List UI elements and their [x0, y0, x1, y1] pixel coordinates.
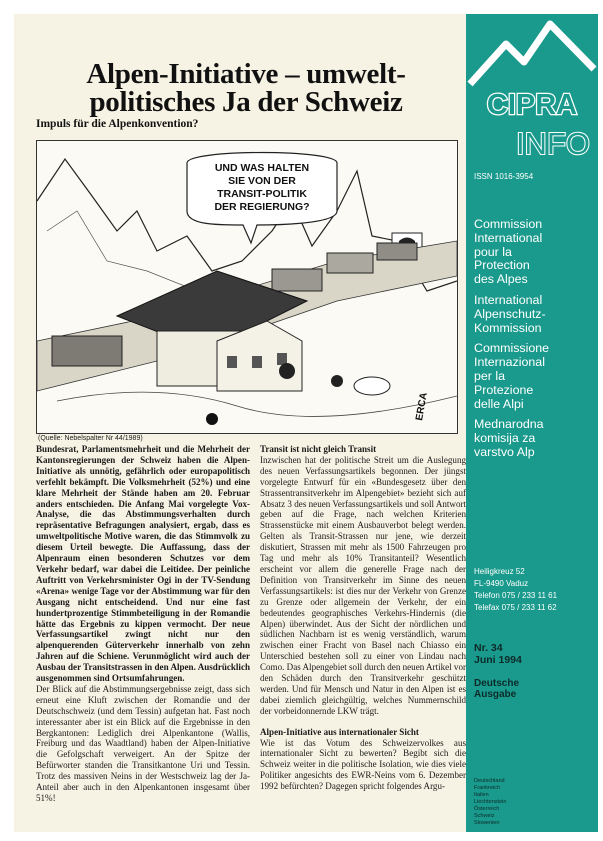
logo-cipra-text: CIPRA: [486, 89, 578, 121]
section-heading-international: Alpen-Initiative aus internationaler Sicht: [260, 726, 419, 737]
commission-names: [474, 218, 598, 467]
cartoon-illustration: [36, 140, 458, 434]
logo-info-text: INFO: [515, 126, 590, 161]
issue-date: Juni 1994: [474, 653, 522, 666]
speech-line-3: TRANSIT-POLITIK: [217, 188, 307, 200]
section-heading-transit: Transit ist nicht gleich Transit: [260, 444, 377, 454]
reporter-figure: [279, 363, 295, 379]
cipra-logo: [466, 14, 598, 164]
farmer-figure: [331, 375, 343, 387]
edition-label: Deutsche Ausgabe: [474, 678, 520, 700]
body-paragraph-transit: Inzwischen hat der politische Streit um die Auslegung des neuen Verfassungsartikels begonnen. Der jüngst vorgelegte Entwurf für ein «Bundesgesetz über den Strassentransitverkehr im Alpengebiet» bezieht sich auf Absatz 3 des neuen Verfassungsartikels und soll Antwort geben auf die Frage, nach welchen Kriterien Strassenstücke mit einem Ausbauverbot belegt werden. Gelten als Transit-Strassen nur jene, wie derzeit diskutiert, Strassen mit mehr als 1500 Fahrzeugen pro Tag und mehr als 10% Transitanteil? Wesentlich erscheint vor allem die generelle Frage nach der Definition von Transitverkehr im Sinne des neuen Verfassungsartikels: ist dies nur der Verkehr von Grenze zu Grenze oder allgemein der Verkehr, der ein bedeutendes geographisches Verkehrs-Hindernis (die Alpen) überwindet. Aus der Sicht der nördlichen und südlichen Nachbarn ist es wenig verständlich, warum zwischen einer Fracht von Basel nach Chiasso ein Unterschied bestehen soll zu einer von Lindau nach Como. Das Alpengebiet soll durch den neuen Artikel vor den Schäden durch den Transitverkehr geschützt werden. Und für Mensch und Natur in den Alpen ist es dabei ziemlich gleichgültig, welches Nummernschild der vorbeidonnernde LKW trägt.: [260, 454, 466, 716]
truck-1: [272, 269, 322, 291]
logo-mountain-icon: [470, 24, 594, 84]
article-column-1: [36, 444, 250, 804]
magazine-page: [14, 14, 598, 832]
speech-line-4: DER REGIERUNG?: [214, 201, 310, 213]
truck-4: [52, 336, 122, 366]
member-countries: Deutschland Frankreich Italien Liechtenstein Österreich Schweiz Slowenien: [474, 778, 507, 826]
contact-address: Heiligkreuz 52 FL-9490 Vaduz Telefon 075 / 233 11 61 Telefax 075 / 233 11 62: [474, 567, 558, 612]
body-paragraph: Der Blick auf die Abstimmungsergebnisse zeigt, dass sich erneut eine Kluft zwischen der Romandie und der Deutschschweiz (und dem Tessin) aufgetan hat. Fast noch interessanter aber ist ein Blick auf die Ergebnisse in den Bergkantonen: Lediglich drei Alpenkantone (Wallis, Freiburg und das Waadtland) haben der Alpen-Initiative die Gefolgschaft verweigert. An der Spitze der Befürworter standen die Transitkantone Uri und Tessin. Trotz des massiven Neins in der Westschweiz lag der Ja-Anteil aber auch in den Alpenkantonen insgesamt über 51%!: [36, 683, 250, 803]
truck-2: [327, 253, 373, 273]
body-paragraph-international: Wie ist das Votum des Schweizervolkes aus internationaler Sicht zu bewerten? Begibt sich die Schweiz weiter in die politische Isolation, wie dies viele Politiker angesichts des EWR-Neins vom 6. Dezember 1992 befürchten? Dagegen spricht folgendes Argu-: [260, 737, 466, 792]
cipra-sidebar: [466, 14, 598, 832]
cow: [354, 377, 390, 395]
issn-number: ISSN 1016-3954: [474, 172, 534, 181]
truck-3: [377, 243, 417, 260]
article-column-2: [260, 444, 466, 792]
commission-de: International Alpenschutz- Kommission: [474, 292, 546, 335]
cartoon-drawing: [37, 141, 457, 433]
commission-sl: Mednarodna komisija za varstvo Alp: [474, 417, 544, 459]
issue-info: [474, 643, 522, 666]
article-headline: Alpen-Initiative – umwelt-politisches Ja der Schweiz: [86, 58, 406, 118]
lead-paragraph: Bundesrat, Parlamentsmehrheit und die Mehrheit der Kantonsregierungen der Schweiz haben die Alpen-Initiative als unnötig, gefährlich oder europapolitisch verfehlt bekämpft. Die Volksmehrheit (52%) und eine klare Mehrheit der Stände haben am 20. Februar anders entschieden. Die Anfang Mai vorgelegte Vox-Analyse, die das Abstimmungsverhalten durch repräsentative Befragungen analysiert, ergab, dass es umweltpolitische Motive waren, die das Stimmvolk zu diesem Urteil bewegte. Die Auffassung, dass der Alpenraum einen besonderen Schutzes vor dem Verkehr bedarf, war dabei die Leitidee. Der peinliche Auftritt von Verkehrsminister Ogi in der TV-Sendung «Arena» wenige Tage vor der Abstimmung war für den Ausgang nicht entscheidend. Und nur eine fast hundertprozentige Stimmbeteiligung in der Romandie hätte das Ergebnis zu kippen vermocht. Der neue Verfassungsartikel zwingt nicht nur den alpenquerenden Güterverkehr innerhalb von zehn Jahren auf die Schiene. Verunmöglicht wird auch der Ausbau der Transitstrassen in den Alpen. Ausdrücklich ausgenommen sind Ortsumfahrungen.: [36, 444, 250, 684]
issue-number: Nr. 34: [474, 642, 503, 654]
speech-line-2: SIE VON DER: [228, 175, 296, 187]
cartoon-caption: (Quelle: Nebelspalter Nr 44/1989): [38, 435, 143, 442]
commission-fr: Commission International pour la Protection des Alpes: [474, 217, 543, 287]
speech-line-1: UND WAS HALTEN: [214, 162, 310, 174]
cartoon-signature: ERCA: [414, 391, 430, 422]
article-subtitle: Impuls für die Alpenkonvention?: [36, 118, 199, 130]
commission-it: Commissione Internazional per la Protezione delle Alpi: [474, 341, 550, 411]
article-area: [14, 14, 466, 832]
